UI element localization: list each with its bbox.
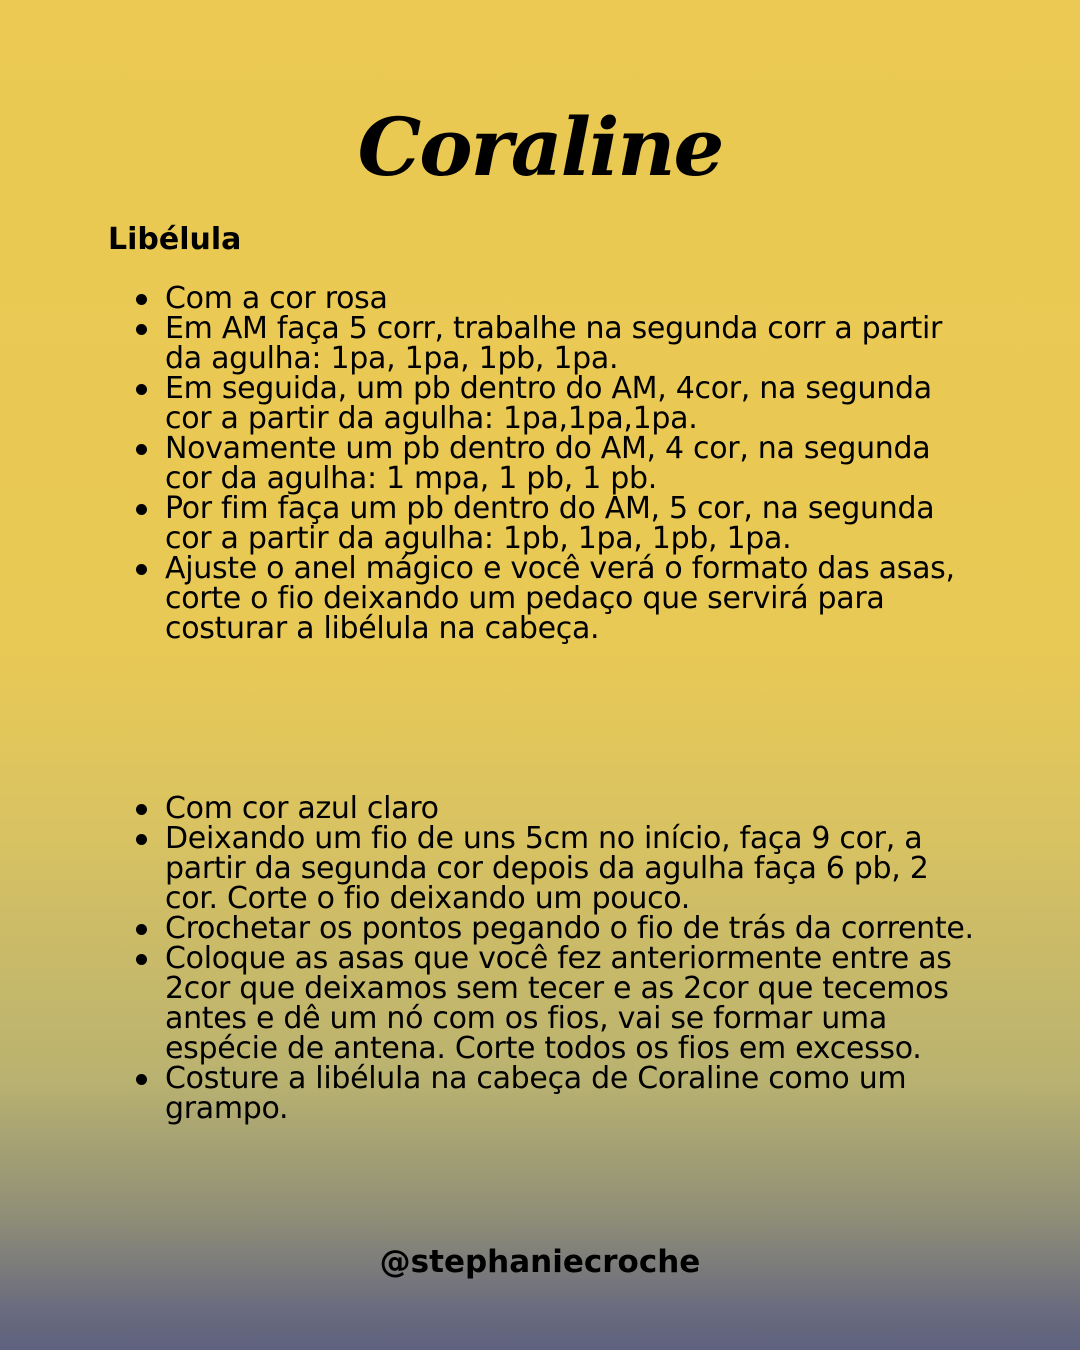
page-title: Coraline xyxy=(357,100,723,194)
list-item-text: Com a cor rosa xyxy=(165,281,388,316)
list-item xyxy=(108,491,978,556)
bullet-icon xyxy=(136,1074,147,1085)
bullet-icon xyxy=(136,324,147,335)
bullet-icon xyxy=(136,564,147,575)
bullet-icon xyxy=(136,954,147,965)
list-item-text: Costure a libélula na cabeça de Coraline como um grampo. xyxy=(165,1061,907,1126)
bullet-icon xyxy=(136,384,147,395)
list-item-text: Deixando um fio de uns 5cm no início, faça 9 cor, a partir da segunda cor depois da agulha faça 6 pb, 2 cor. Corte o fio deixando um pouco. xyxy=(165,821,929,916)
list-item-text: Em AM faça 5 corr, trabalhe na segunda corr a partir da agulha: 1pa, 1pa, 1pb, 1pa. xyxy=(165,311,943,376)
list-item xyxy=(108,791,978,826)
list-item xyxy=(108,941,978,1066)
list-item-text: Em seguida, um pb dentro do AM, 4cor, na segunda cor a partir da agulha: 1pa,1pa,1pa. xyxy=(165,371,932,436)
bullet-icon xyxy=(136,804,147,815)
list-item-text: Crochetar os pontos pegando o fio de trás da corrente. xyxy=(165,911,974,946)
list-item xyxy=(108,911,978,946)
list-item-text: Ajuste o anel mágico e você verá o formato das asas, corte o fio deixando um pedaço que servirá para costurar a libélula na cabeça. xyxy=(165,551,955,646)
list-item xyxy=(108,1061,978,1126)
list-item xyxy=(108,371,978,436)
instructions-list-pink xyxy=(108,281,978,646)
bullet-icon xyxy=(136,444,147,455)
author-handle: @stephaniecroche xyxy=(379,1244,701,1280)
bullet-icon xyxy=(136,504,147,515)
list-item xyxy=(108,431,978,496)
list-item-text: Novamente um pb dentro do AM, 4 cor, na segunda cor da agulha: 1 mpa, 1 pb, 1 pb. xyxy=(165,431,931,496)
instructions-list-blue xyxy=(108,791,978,1126)
list-item-text: Com cor azul claro xyxy=(165,791,439,826)
list-item xyxy=(108,281,978,316)
bullet-icon xyxy=(136,834,147,845)
list-item xyxy=(108,821,978,916)
bullet-icon xyxy=(136,924,147,935)
bullet-icon xyxy=(136,294,147,305)
list-item xyxy=(108,311,978,376)
list-item xyxy=(108,551,978,646)
section-heading: Libélula xyxy=(108,222,242,257)
list-item-text: Por fim faça um pb dentro do AM, 5 cor, na segunda cor a partir da agulha: 1pb, 1pa, 1pb, 1pa. xyxy=(165,491,935,556)
list-item-text: Coloque as asas que você fez anteriormente entre as 2cor que deixamos sem tecer e as 2cor que tecemos antes e dê um nó com os fios, vai se formar uma espécie de antena. Corte todos os fios em excesso. xyxy=(165,941,952,1066)
